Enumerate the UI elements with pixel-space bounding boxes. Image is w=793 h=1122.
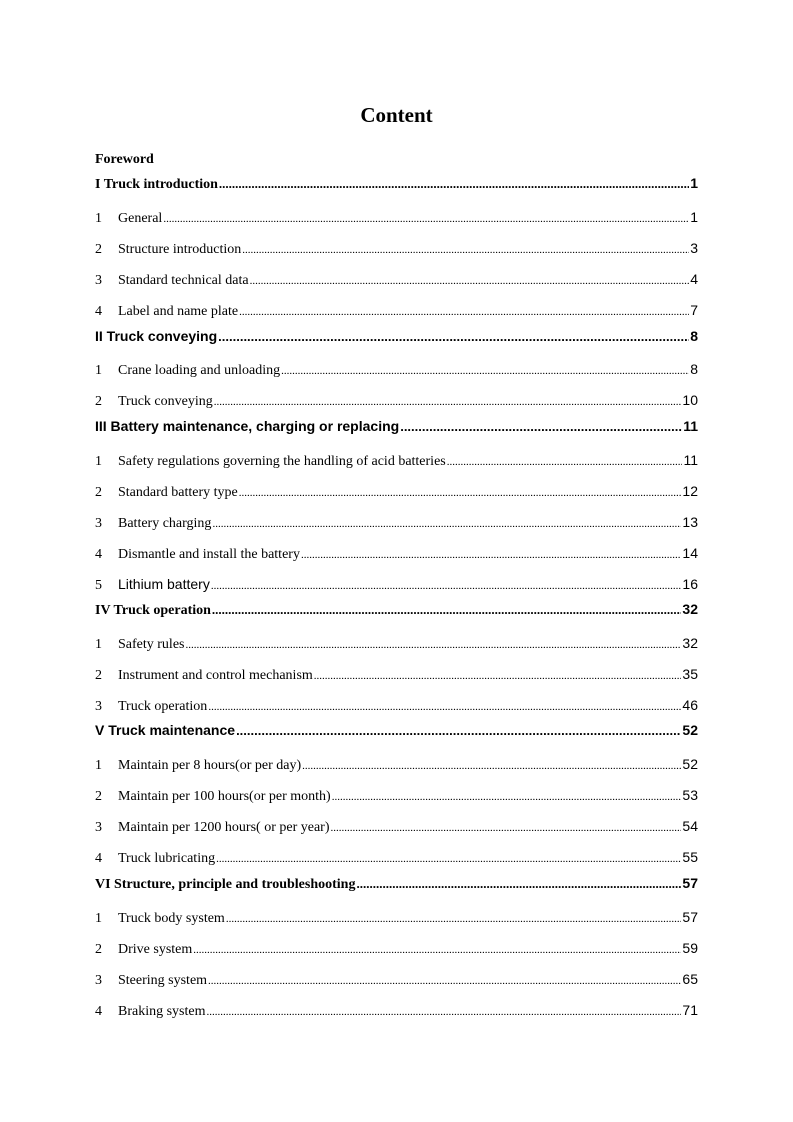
toc-page-number: 11 <box>683 418 698 434</box>
dot-leader <box>207 1006 682 1018</box>
dot-leader <box>236 723 681 738</box>
toc-item[interactable] <box>95 635 698 653</box>
toc-item[interactable] <box>95 666 698 684</box>
toc-page-number: 11 <box>683 452 698 468</box>
toc-page-number: 10 <box>682 392 698 408</box>
toc-label: V Truck maintenance <box>95 722 236 738</box>
dot-leader <box>400 419 682 434</box>
toc-item-number: 4 <box>95 1004 102 1019</box>
toc-section[interactable] <box>95 722 698 738</box>
toc-item[interactable] <box>95 849 698 867</box>
toc-item-number: 5 <box>95 578 102 593</box>
toc-item[interactable] <box>95 392 698 410</box>
toc-label: IV Truck operation <box>95 603 211 618</box>
foreword-heading[interactable]: Foreword <box>95 152 154 167</box>
toc-page-number: 1 <box>690 209 698 225</box>
toc-item-number: 3 <box>95 516 102 531</box>
toc-label: Safety regulations governing the handling of acid batteries <box>118 454 446 469</box>
toc-page-number: 8 <box>690 328 698 344</box>
toc-item-number: 4 <box>95 547 102 562</box>
toc-item[interactable] <box>95 514 698 532</box>
toc-label: Truck body system <box>118 911 225 926</box>
toc-item[interactable] <box>95 971 698 989</box>
toc-item-number: 1 <box>95 454 102 469</box>
toc-item[interactable] <box>95 271 698 289</box>
toc-label: Truck operation <box>118 699 208 714</box>
toc-page-number: 32 <box>682 635 698 651</box>
toc-item-number: 1 <box>95 911 102 926</box>
toc-page-number: 59 <box>682 940 698 956</box>
dot-leader <box>208 701 681 713</box>
dot-leader <box>211 580 682 592</box>
dot-leader <box>332 791 682 803</box>
toc-label: Maintain per 100 hours(or per month) <box>118 789 331 804</box>
toc-page-number: 52 <box>682 756 698 772</box>
toc-label: III Battery maintenance, charging or replacing <box>95 418 400 434</box>
toc-item[interactable] <box>95 452 698 470</box>
toc-item[interactable] <box>95 240 698 258</box>
toc-label: Battery charging <box>118 516 212 531</box>
toc-label: Truck conveying <box>118 394 213 409</box>
dot-leader <box>214 396 682 408</box>
toc-label: Drive system <box>118 942 193 957</box>
toc-item[interactable] <box>95 818 698 836</box>
dot-leader <box>356 876 681 892</box>
toc-label: Lithium battery <box>118 576 210 592</box>
toc-label: VI Structure, principle and troubleshooting <box>95 877 356 892</box>
toc-item[interactable] <box>95 1002 698 1020</box>
toc-section[interactable] <box>95 601 698 619</box>
toc-label: Dismantle and install the battery <box>118 547 300 562</box>
toc-label: Braking system <box>118 1004 206 1019</box>
toc-page-number: 3 <box>690 240 698 256</box>
toc-item-number: 2 <box>95 942 102 957</box>
toc-page-number: 35 <box>682 666 698 682</box>
toc-page-number: 14 <box>682 545 698 561</box>
toc-item[interactable] <box>95 545 698 563</box>
dot-leader <box>212 602 682 618</box>
toc-label: Steering system <box>118 973 208 988</box>
toc-item-number: 2 <box>95 668 102 683</box>
toc-item-number: 1 <box>95 363 102 378</box>
toc-page-number: 57 <box>682 875 698 891</box>
toc-item[interactable] <box>95 361 698 379</box>
toc-label: Instrument and control mechanism <box>118 668 313 683</box>
toc-item-number: 2 <box>95 485 102 500</box>
toc-label: Maintain per 8 hours(or per day) <box>118 758 302 773</box>
toc-item-number: 3 <box>95 273 102 288</box>
toc-item-number: 2 <box>95 394 102 409</box>
dot-leader <box>242 244 689 256</box>
toc-item-number: 1 <box>95 758 102 773</box>
toc-page-number: 4 <box>690 271 698 287</box>
dot-leader <box>250 275 690 287</box>
toc-label: Safety rules <box>118 637 185 652</box>
toc-item-number: 1 <box>95 211 102 226</box>
toc-section[interactable] <box>95 175 698 193</box>
toc-page-number: 32 <box>682 601 698 617</box>
toc-item[interactable] <box>95 697 698 715</box>
toc-label: Crane loading and unloading <box>118 363 281 378</box>
toc-page-number: 16 <box>682 576 698 592</box>
toc-page-number: 1 <box>690 175 698 191</box>
toc-item[interactable] <box>95 302 698 320</box>
dot-leader <box>219 176 689 192</box>
dot-leader <box>281 365 689 377</box>
dot-leader <box>301 549 681 561</box>
toc-page-number: 8 <box>690 361 698 377</box>
toc-item[interactable] <box>95 576 698 594</box>
toc-page-number: 57 <box>682 909 698 925</box>
dot-leader <box>185 639 681 651</box>
toc-section[interactable] <box>95 875 698 893</box>
toc-item-number: 3 <box>95 973 102 988</box>
dot-leader <box>447 456 683 468</box>
toc-item[interactable] <box>95 787 698 805</box>
toc-page-number: 13 <box>682 514 698 530</box>
toc-label: Label and name plate <box>118 304 239 319</box>
toc-item-number: 1 <box>95 637 102 652</box>
toc-label: General <box>118 211 163 226</box>
toc-label: Standard battery type <box>118 485 238 500</box>
toc-page-number: 65 <box>682 971 698 987</box>
toc-page-number: 52 <box>682 722 698 738</box>
toc-page-number: 54 <box>682 818 698 834</box>
dot-leader <box>239 487 682 499</box>
toc-item-number: 3 <box>95 820 102 835</box>
toc-label: I Truck introduction <box>95 177 218 192</box>
dot-leader <box>212 518 681 530</box>
dot-leader <box>218 329 689 344</box>
toc-item[interactable] <box>95 209 698 227</box>
toc-page-number: 53 <box>682 787 698 803</box>
dot-leader <box>330 822 681 834</box>
toc-page-number: 55 <box>682 849 698 865</box>
toc-item-number: 2 <box>95 789 102 804</box>
toc-label: Maintain per 1200 hours( or per year) <box>118 820 330 835</box>
toc-label: Truck lubricating <box>118 851 216 866</box>
dot-leader <box>314 670 682 682</box>
toc-item-number: 2 <box>95 242 102 257</box>
toc-label: Structure introduction <box>118 242 242 257</box>
page-title: Content <box>360 103 433 127</box>
dot-leader <box>216 853 681 865</box>
dot-leader <box>163 213 689 225</box>
dot-leader <box>239 306 689 318</box>
toc-label: II Truck conveying <box>95 328 218 344</box>
toc-item-number: 3 <box>95 699 102 714</box>
toc-section[interactable] <box>95 328 698 344</box>
dot-leader <box>226 913 682 925</box>
dot-leader <box>193 944 681 956</box>
toc-label: Standard technical data <box>118 273 249 288</box>
toc-page-number: 7 <box>690 302 698 318</box>
toc-section[interactable] <box>95 418 698 434</box>
toc-item-number: 4 <box>95 304 102 319</box>
toc-page-number: 46 <box>682 697 698 713</box>
toc-item[interactable] <box>95 940 698 958</box>
toc-item[interactable] <box>95 756 698 774</box>
dot-leader <box>302 760 681 772</box>
toc-page-number: 12 <box>682 483 698 499</box>
toc-item-number: 4 <box>95 851 102 866</box>
toc-item[interactable] <box>95 483 698 501</box>
toc-page-number: 71 <box>682 1002 698 1018</box>
dot-leader <box>208 975 681 987</box>
toc-item[interactable] <box>95 909 698 927</box>
